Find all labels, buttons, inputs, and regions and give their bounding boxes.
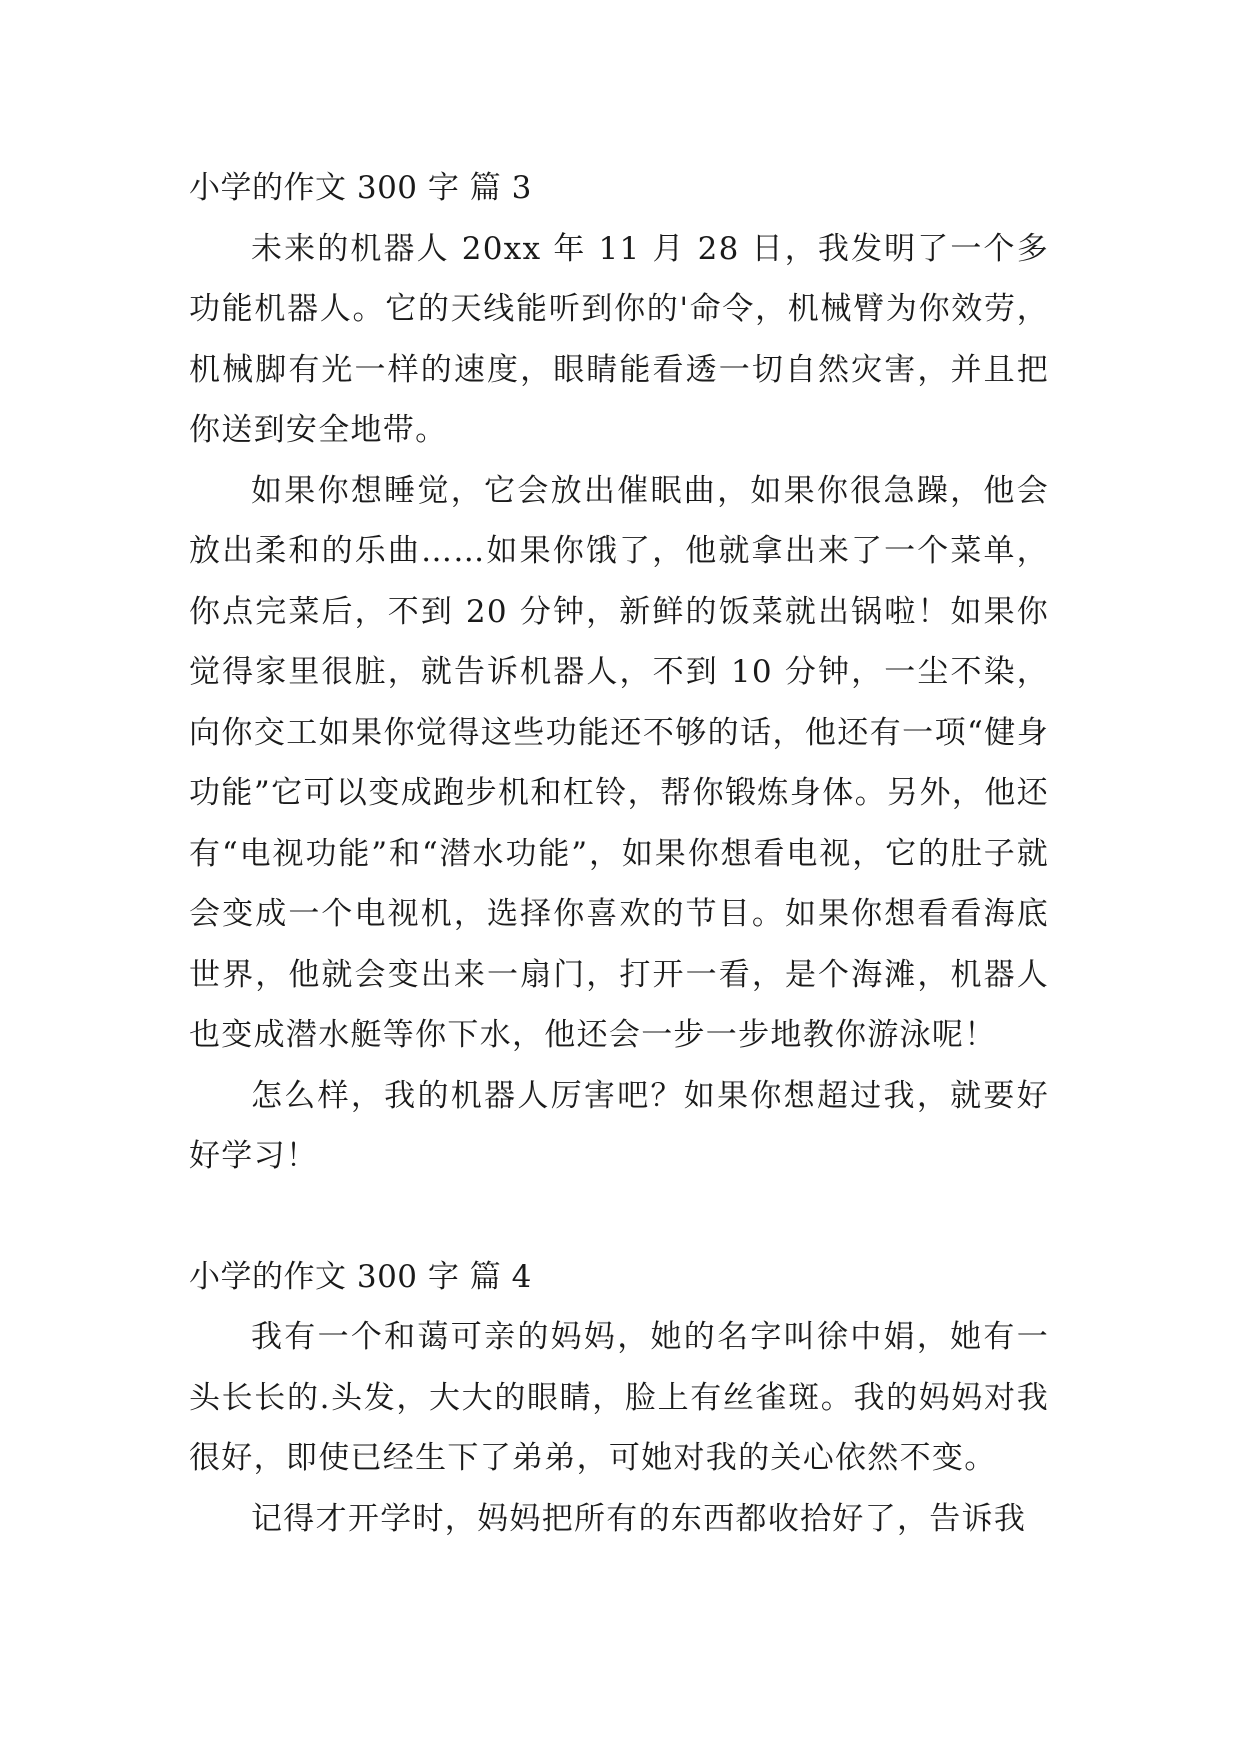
essay-section-4 — [189, 1247, 1049, 1550]
essay-paragraph: 怎么样，我的机器人厉害吧？如果你想超过我，就要好好学习！ — [189, 1077, 1049, 1174]
essay-heading: 小学的作文 300 字 篇 3 — [189, 170, 532, 206]
essay-section-3 — [189, 158, 1049, 1187]
essay-paragraph: 我有一个和蔼可亲的妈妈，她的名字叫徐中娟，她有一头长长的.头发，大大的眼睛，脸上有丝雀斑。我的妈妈对我很好，即使已经生下了弟弟，可她对我的关心依然不变。 — [189, 1319, 1049, 1476]
document-body — [189, 158, 1049, 1549]
essay-paragraph: 如果你想睡觉，它会放出催眠曲，如果你很急躁，他会放出柔和的乐曲……如果你饿了，他就拿出来了一个菜单，你点完菜后，不到 20 分钟，新鲜的饭菜就出锅啦！如果你觉得家里很脏，就告诉机器人，不到 10 分钟，一尘不染，向你交工如果你觉得这些功能还不够的话，他还有一项“健身功能”它可以变成跑步机和杠铃，帮你锻炼身体。另外，他还有“电视功能”和“潜水功能”，如果你想看电视，它的肚子就会变成一个电视机，选择你喜欢的节目。如果你想看看海底世界，他就会变出来一扇门，打开一看，是个海滩，机器人也变成潜水艇等你下水，他还会一步一步地教你游泳呢！ — [189, 472, 1049, 1053]
essay-paragraph: 未来的机器人 20xx 年 11 月 28 日，我发明了一个多功能机器人。它的天线能听到你的'命令，机械臂为你效劳，机械脚有光一样的速度，眼睛能看透一切自然灾害，并且把你送到安全地带。 — [189, 230, 1049, 448]
essay-heading: 小学的作文 300 字 篇 4 — [189, 1258, 532, 1295]
essay-paragraph: 记得才开学时，妈妈把所有的东西都收拾好了，告诉我 — [251, 1500, 1027, 1537]
